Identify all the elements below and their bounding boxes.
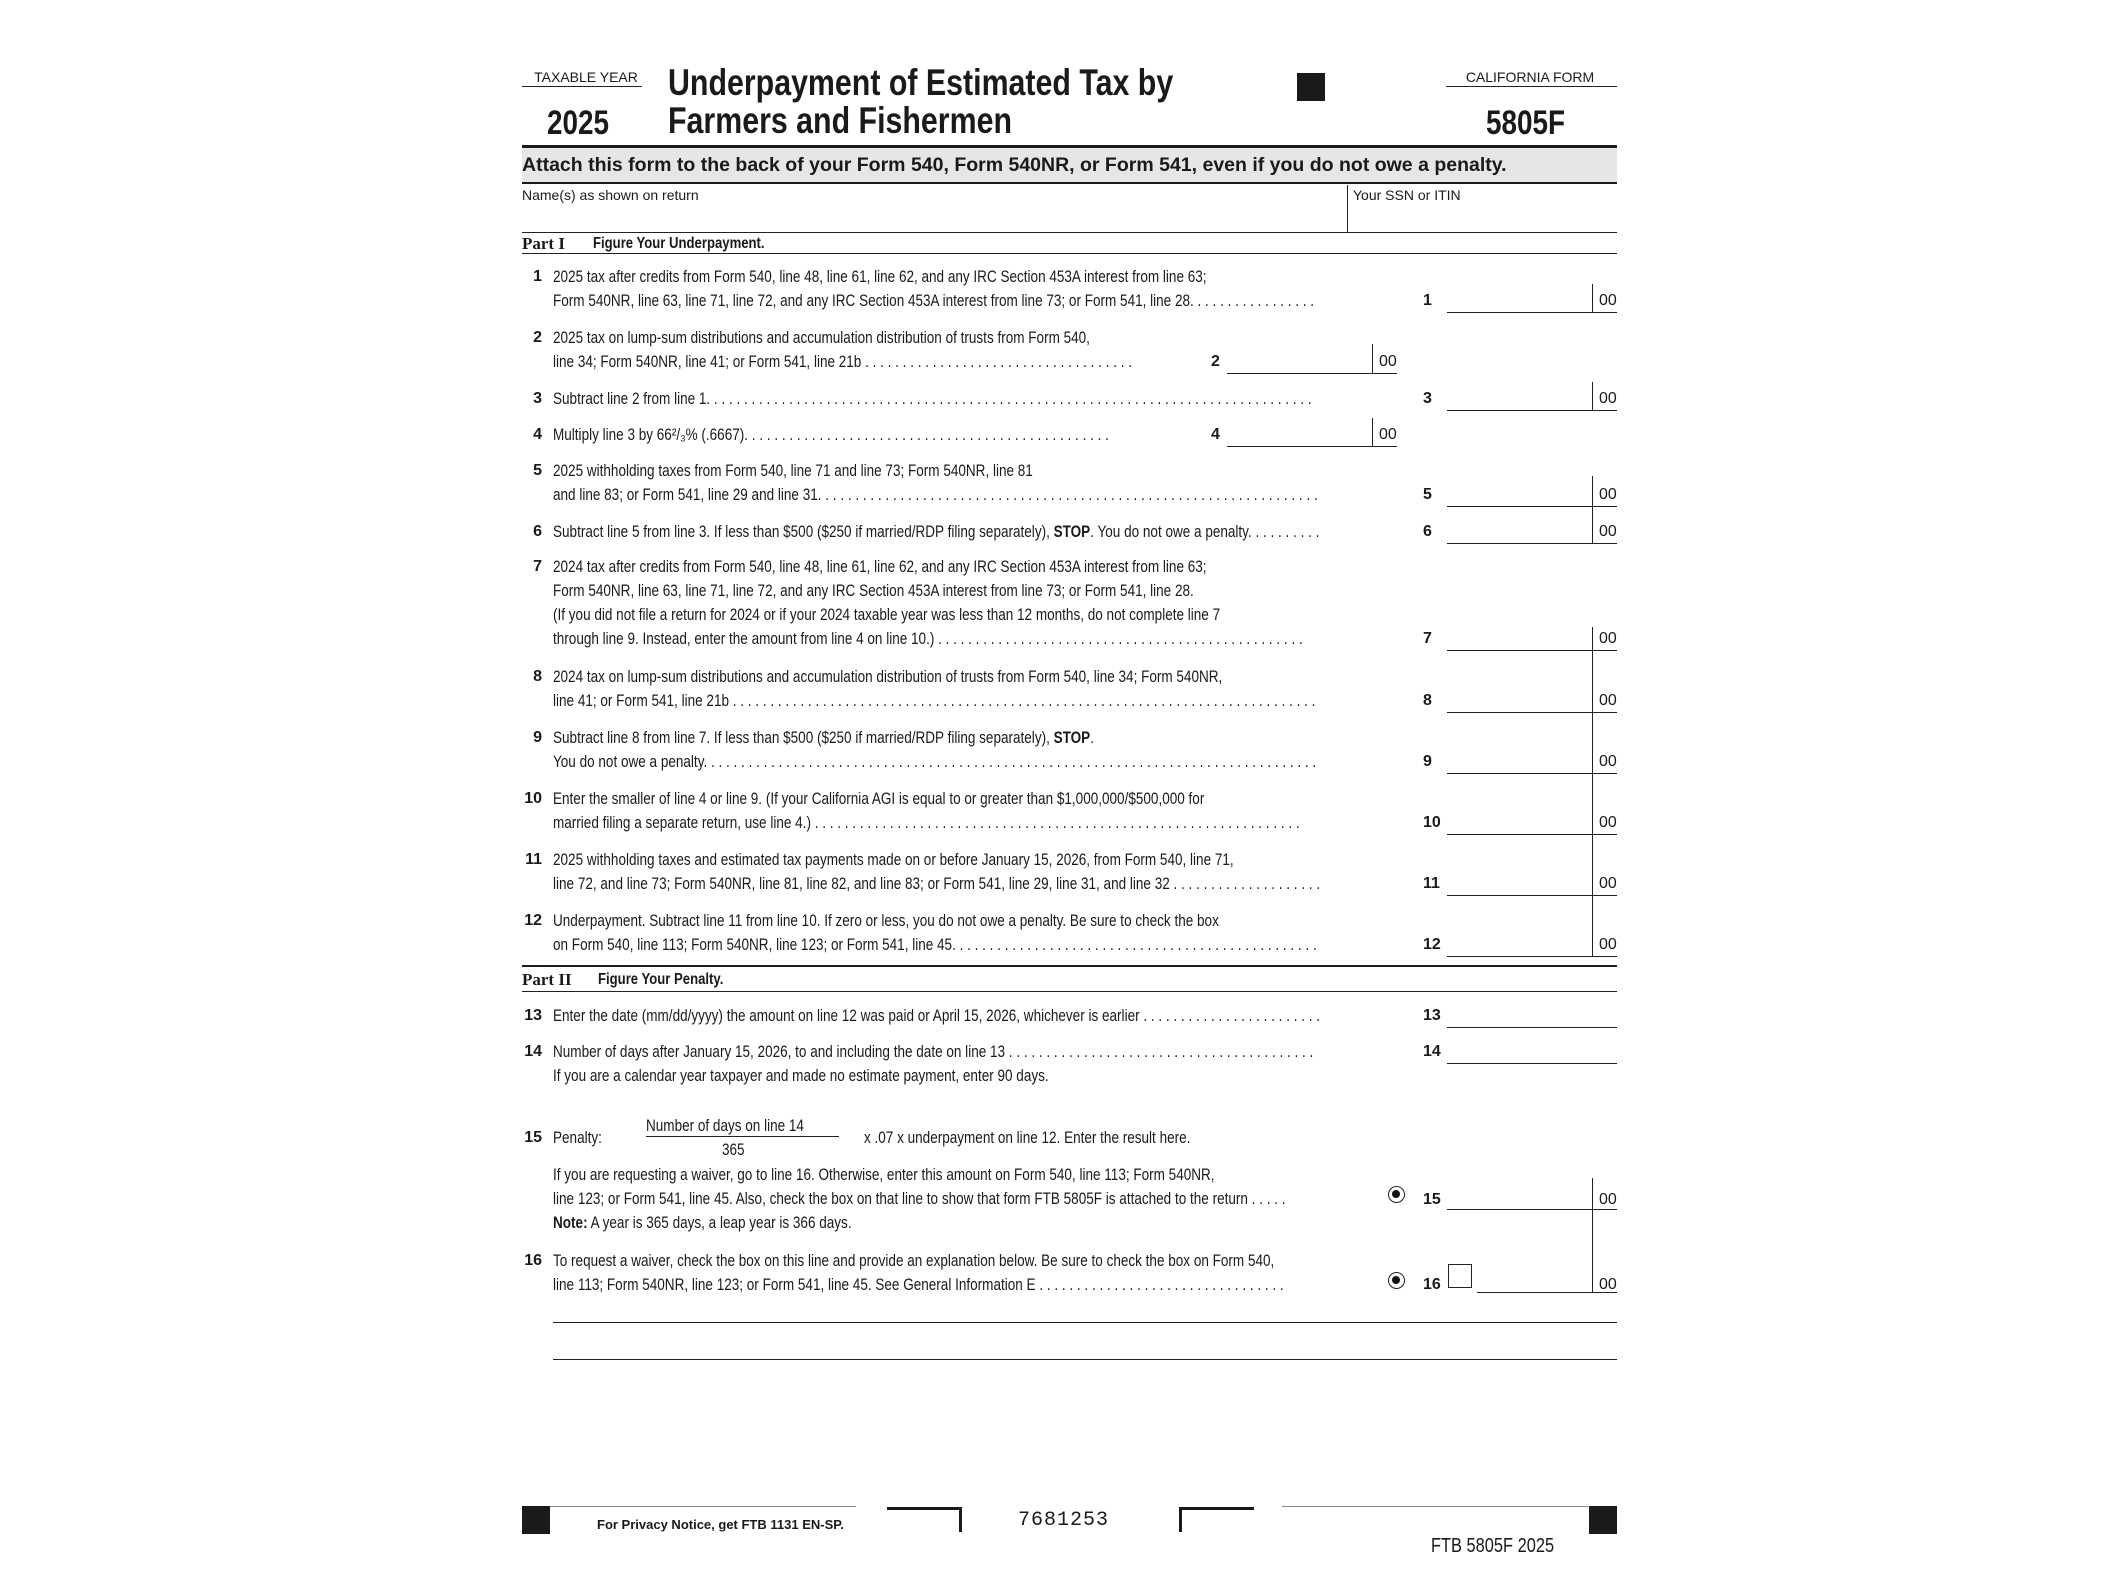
line2-text-2: line 34; Form 540NR, line 41; or Form 541, line 21b . . . . . . . . . . . . . . . . . . . . . . . . . . . . . . . . . . . . <box>553 353 1132 371</box>
part2-title: Figure Your Penalty. <box>598 971 724 988</box>
corner-mark-right <box>1179 1507 1254 1532</box>
line2-text-1: 2025 tax on lump-sum distributions and accumulation distribution of trusts from Form 540, <box>553 329 1090 347</box>
line15-note: Note: A year is 365 days, a leap year is 366 days. <box>553 1214 852 1232</box>
line10-cents-divider <box>1592 769 1593 834</box>
line4-amount-field[interactable] <box>1227 446 1372 447</box>
line12-text-1: Underpayment. Subtract line 11 from line 10. If zero or less, you do not owe a penalty. Be sure to check the box <box>553 912 1219 930</box>
line12-amount-field[interactable] <box>1447 956 1592 957</box>
line4-field-label: 4 <box>1211 426 1220 443</box>
form-number: 5805F <box>1486 104 1566 142</box>
attach-band-rule <box>522 182 1617 184</box>
line10-cents-field <box>1592 834 1617 835</box>
line14-amount-field[interactable] <box>1447 1063 1617 1064</box>
line9-field-label: 9 <box>1423 753 1432 770</box>
line10-number: 10 <box>524 790 542 807</box>
line8-cents-divider <box>1592 647 1593 712</box>
line11-number: 11 <box>525 851 542 868</box>
line4-number: 4 <box>533 426 542 443</box>
line7-text-4: through line 9. Instead, enter the amount from line 4 on line 10.) . . . . . . . . . . . . . . . . . . . . . . . . . . . . . . . . . . . . . . . . . . . . . . . . . <box>553 630 1303 648</box>
line7-field-label: 7 <box>1423 630 1432 647</box>
line10-cents: 00 <box>1599 814 1617 831</box>
line1-text-2: Form 540NR, line 63, line 71, line 72, and any IRC Section 453A interest from line 73; or Form 541, line 28. . . . . . . . . . . . . . . . . <box>553 292 1315 310</box>
line2-cents: 00 <box>1379 353 1397 370</box>
line7-text-3: (If you did not file a return for 2024 or if your 2024 taxable year was less than 12 months, do not complete line 7 <box>553 606 1221 624</box>
line10-field-label: 10 <box>1423 814 1441 831</box>
line15-cents: 00 <box>1599 1191 1617 1208</box>
line10-amount-field[interactable] <box>1447 834 1592 835</box>
line14-field-label: 14 <box>1423 1043 1441 1060</box>
part2-tag: Part II <box>522 970 572 989</box>
waiver-explanation-line-1[interactable] <box>553 1302 1617 1323</box>
line6-cents: 00 <box>1599 523 1617 540</box>
taxable-year-label: TAXABLE YEAR <box>534 69 638 85</box>
registration-mark-top <box>1297 73 1325 101</box>
line5-amount-field[interactable] <box>1447 506 1592 507</box>
line6-field-label: 6 <box>1423 523 1432 540</box>
line2-number: 2 <box>533 329 542 346</box>
line7-cents: 00 <box>1599 630 1617 647</box>
attach-instruction: Attach this form to the back of your Form 540, Form 540NR, or Form 541, even if you do not owe a penalty. <box>522 154 1507 176</box>
line2-cents-field <box>1372 373 1397 374</box>
line8-cents-field <box>1592 712 1617 713</box>
line15-field-label: 15 <box>1423 1191 1441 1208</box>
line16-number: 16 <box>524 1252 542 1269</box>
line4-cents-divider <box>1372 418 1373 446</box>
line11-cents-field <box>1592 895 1617 896</box>
barcode-number: 7681253 <box>1018 1509 1110 1532</box>
line13-text-1: Enter the date (mm/dd/yyyy) the amount on line 12 was paid or April 15, 2026, whichever is earlier . . . . . . . . . . . . . . . . . . . . . . . . <box>553 1007 1321 1025</box>
line9-number: 9 <box>533 729 542 746</box>
line5-number: 5 <box>533 462 542 479</box>
part2-heading <box>522 969 1617 989</box>
line3-cents-divider <box>1592 382 1593 410</box>
line11-field-label: 11 <box>1423 875 1440 892</box>
line15-text-1: If you are requesting a waiver, go to line 16. Otherwise, enter this amount on Form 540, line 113; Form 540NR, <box>553 1166 1215 1184</box>
line14-text-1: Number of days after January 15, 2026, to and including the date on line 13 . . . . . . . . . . . . . . . . . . . . . . . . . . . . . . . . . . . . . . . . . <box>553 1043 1314 1061</box>
line8-cents: 00 <box>1599 692 1617 709</box>
part2-top-rule <box>522 965 1617 967</box>
line6-cents-field <box>1592 543 1617 544</box>
line13-amount-field[interactable] <box>1447 1027 1617 1028</box>
line14-text-2: If you are a calendar year taxpayer and made no estimate payment, enter 90 days. <box>553 1067 1049 1085</box>
line2-field-label: 2 <box>1211 353 1220 370</box>
line1-cents-divider <box>1592 284 1593 312</box>
ssn-field[interactable] <box>1353 185 1617 232</box>
line2-cents-divider <box>1372 344 1373 373</box>
line9-cents-divider <box>1592 708 1593 773</box>
line1-text-1: 2025 tax after credits from Form 540, line 48, line 61, line 62, and any IRC Section 453A interest from line 63; <box>553 268 1207 286</box>
line8-field-label: 8 <box>1423 692 1432 709</box>
line16-cents-divider <box>1592 1209 1593 1292</box>
line15-denominator: 365 <box>722 1141 745 1159</box>
registration-mark-bottom-left <box>522 1506 550 1534</box>
line8-text-1: 2024 tax on lump-sum distributions and accumulation distribution of trusts from Form 540, line 34; Form 540NR, <box>553 668 1223 686</box>
line16-field-label: 16 <box>1423 1276 1441 1293</box>
line4-text-1: Multiply line 3 by 66²/₃% (.6667). . . . . . . . . . . . . . . . . . . . . . . . . . . . . . . . . . . . . . . . . . . . . . . . . <box>553 426 1109 444</box>
taxable-year-rule <box>522 86 642 87</box>
form-title <box>668 64 1284 140</box>
line9-text-1: Subtract line 8 from line 7. If less than $500 ($250 if married/RDP filing separately), STOP. <box>553 729 1094 747</box>
name-label: Name(s) as shown on return <box>522 187 699 203</box>
line15-formula: x .07 x underpayment on line 12. Enter the result here. <box>864 1129 1191 1147</box>
line11-amount-field[interactable] <box>1447 895 1592 896</box>
line7-text-1: 2024 tax after credits from Form 540, line 48, line 61, line 62, and any IRC Section 453A interest from line 63; <box>553 558 1207 576</box>
line12-number: 12 <box>524 912 542 929</box>
line12-cents-field <box>1592 956 1617 957</box>
line6-number: 6 <box>533 523 542 540</box>
form-title-line1: Underpayment of Estimated Tax by <box>668 62 1174 103</box>
line11-cents: 00 <box>1599 875 1617 892</box>
line5-text-2: and line 83; or Form 541, line 29 and line 31. . . . . . . . . . . . . . . . . . . . . . . . . . . . . . . . . . . . . . . . . . . . . . . . . . . . . . . . . . . . . . . . . . . <box>553 486 1318 504</box>
footer-right-rule <box>1282 1506 1588 1507</box>
name-field[interactable] <box>522 185 1345 232</box>
line11-text-2: line 72, and line 73; Form 540NR, line 81, line 82, and line 83; or Form 541, line 29, line 31, and line 32 . . . . . . . . . . . . . . . . . . . . <box>553 875 1321 893</box>
line13-field-label: 13 <box>1423 1007 1441 1024</box>
line9-text-2: You do not owe a penalty. . . . . . . . . . . . . . . . . . . . . . . . . . . . . . . . . . . . . . . . . . . . . . . . . . . . . . . . . . . . . . . . . . . . . . . . . . . . . . . . . . <box>553 753 1317 771</box>
line15-radio-icon <box>1388 1186 1405 1203</box>
line7-cents-field <box>1592 650 1617 651</box>
line6-text-1: Subtract line 5 from line 3. If less than $500 ($250 if married/RDP filing separately), STOP. You do not owe a penalty. . . . . . . . . . <box>553 523 1320 541</box>
line16-cents: 00 <box>1599 1276 1617 1293</box>
line12-cents-divider <box>1592 891 1593 956</box>
registration-mark-bottom-right <box>1589 1506 1617 1534</box>
line9-amount-field[interactable] <box>1447 773 1592 774</box>
attach-instruction-band <box>522 148 1617 182</box>
line3-cents-field <box>1592 410 1617 411</box>
line16-radio-icon <box>1388 1272 1405 1289</box>
line10-text-2: married filing a separate return, use line 4.) . . . . . . . . . . . . . . . . . . . . . . . . . . . . . . . . . . . . . . . . . . . . . . . . . . . . . . . . . . . . . . . . . <box>553 814 1300 832</box>
part1-rule <box>522 253 1617 254</box>
line7-amount-field[interactable] <box>1447 650 1592 651</box>
line3-amount-field[interactable] <box>1447 410 1592 411</box>
waiver-checkbox[interactable] <box>1448 1264 1472 1288</box>
line12-text-2: on Form 540, line 113; Form 540NR, line 123; or Form 541, line 45. . . . . . . . . . . . . . . . . . . . . . . . . . . . . . . . . . . . . . . . . . . . . . . . . <box>553 936 1317 954</box>
line3-number: 3 <box>533 390 542 407</box>
line8-text-2: line 41; or Form 541, line 21b . . . . . . . . . . . . . . . . . . . . . . . . . . . . . . . . . . . . . . . . . . . . . . . . . . . . . . . . . . . . . . . . . . . . . . . . . . . . . . <box>553 692 1316 710</box>
line5-cents-divider <box>1592 476 1593 506</box>
california-form-rule <box>1446 86 1617 87</box>
line11-cents-divider <box>1592 830 1593 895</box>
line6-cents-divider <box>1592 504 1593 543</box>
line9-cents-field <box>1592 773 1617 774</box>
line8-number: 8 <box>533 668 542 685</box>
line4-cents-field <box>1372 446 1397 447</box>
line5-cents-field <box>1592 506 1617 507</box>
line12-field-label: 12 <box>1423 936 1441 953</box>
corner-mark-left <box>887 1507 962 1532</box>
line14-number: 14 <box>524 1043 542 1060</box>
line1-field-label: 1 <box>1423 292 1432 309</box>
line1-cents: 00 <box>1599 292 1617 309</box>
line16-text-1: To request a waiver, check the box on this line and provide an explanation below. Be sure to check the box on Form 540, <box>553 1252 1275 1270</box>
line7-number: 7 <box>533 558 542 575</box>
line15-numerator: Number of days on line 14 <box>646 1116 839 1137</box>
ssn-label: Your SSN or ITIN <box>1353 187 1461 203</box>
line5-text-1: 2025 withholding taxes from Form 540, line 71 and line 73; Form 540NR, line 81 <box>553 462 1033 480</box>
line3-cents: 00 <box>1599 390 1617 407</box>
line7-text-2: Form 540NR, line 63, line 71, line 72, and any IRC Section 453A interest from line 73; or Form 541, line 28. <box>553 582 1194 600</box>
footer-form-id: FTB 5805F 2025 <box>1431 1535 1555 1557</box>
line15-text-2: line 123; or Form 541, line 45. Also, check the box on that line to show that form FTB 5805F is attached to the return . . . . . <box>553 1190 1286 1208</box>
line6-amount-field[interactable] <box>1447 543 1592 544</box>
california-form-label: CALIFORNIA FORM <box>1465 69 1595 85</box>
part1-heading <box>522 233 1617 253</box>
line10-text-1: Enter the smaller of line 4 or line 9. (If your California AGI is equal to or greater than $1,000,000/$500,000 for <box>553 790 1205 808</box>
line15-number: 15 <box>524 1129 542 1146</box>
privacy-notice: For Privacy Notice, get FTB 1131 EN-SP. <box>597 1517 844 1532</box>
line15-cents-field <box>1592 1209 1617 1210</box>
line2-amount-field[interactable] <box>1227 373 1372 374</box>
waiver-explanation-line-2[interactable] <box>553 1339 1617 1360</box>
line1-number: 1 <box>533 268 542 285</box>
line16-amount-field[interactable] <box>1477 1292 1592 1293</box>
form-title-line2: Farmers and Fishermen <box>668 100 1012 141</box>
line1-cents-field <box>1592 312 1617 313</box>
line9-cents: 00 <box>1599 753 1617 770</box>
name-ssn-divider <box>1347 185 1348 232</box>
line3-text-1: Subtract line 2 from line 1. . . . . . . . . . . . . . . . . . . . . . . . . . . . . . . . . . . . . . . . . . . . . . . . . . . . . . . . . . . . . . . . . . . . . . . . . . . . . . . . . <box>553 390 1312 408</box>
line8-amount-field[interactable] <box>1447 712 1592 713</box>
part1-tag: Part I <box>522 234 565 253</box>
line15-amount-field[interactable] <box>1447 1209 1592 1210</box>
tax-year: 2025 <box>547 104 610 142</box>
part2-rule <box>522 991 1617 992</box>
line16-text-2: line 113; Form 540NR, line 123; or Form 541, line 45. See General Information E . . . . . . . . . . . . . . . . . . . . . . . . . . . . . . . . . <box>553 1276 1284 1294</box>
line15-penalty-label: Penalty: <box>553 1129 602 1147</box>
line5-field-label: 5 <box>1423 486 1432 503</box>
line15-cents-divider <box>1592 1178 1593 1209</box>
line3-field-label: 3 <box>1423 390 1432 407</box>
line11-text-1: 2025 withholding taxes and estimated tax payments made on or before January 15, 2026, from Form 540, line 71, <box>553 851 1234 869</box>
footer-left-rule <box>550 1506 856 1507</box>
line4-cents: 00 <box>1379 426 1397 443</box>
line5-cents: 00 <box>1599 486 1617 503</box>
part1-title: Figure Your Underpayment. <box>593 235 765 252</box>
line1-amount-field[interactable] <box>1447 312 1592 313</box>
line13-number: 13 <box>524 1007 542 1024</box>
line15-fraction <box>640 1116 830 1164</box>
line12-cents: 00 <box>1599 936 1617 953</box>
